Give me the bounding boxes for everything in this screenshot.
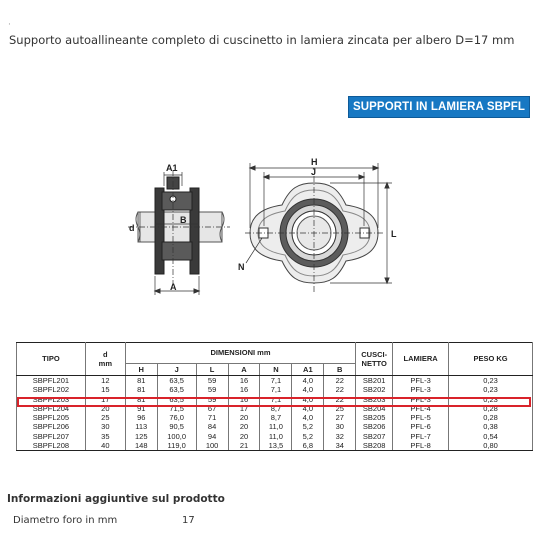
cell-l: 59 [196, 395, 228, 404]
cell-cuscinetto: SB206 [356, 422, 393, 431]
cell-peso: 0,23 [449, 395, 533, 404]
label-j: J [311, 167, 317, 177]
cell-j: 76,0 [157, 413, 196, 422]
cell-h: 113 [125, 422, 157, 431]
cell-h: 148 [125, 441, 157, 451]
cell-b: 32 [324, 432, 356, 441]
info-title: Informazioni aggiuntive sul prodotto [7, 493, 225, 505]
cell-b: 30 [324, 422, 356, 431]
label-d: d [129, 223, 135, 233]
cell-h: 96 [125, 413, 157, 422]
table-row [17, 422, 533, 431]
cell-b: 22 [324, 395, 356, 404]
cell-peso: 0,54 [449, 432, 533, 441]
cell-h: 125 [125, 432, 157, 441]
cell-l: 94 [196, 432, 228, 441]
cell-d: 25 [85, 413, 125, 422]
cell-tipo: SBPFL204 [17, 404, 86, 413]
cell-j: 63,5 [157, 376, 196, 386]
cell-tipo: SBPFL207 [17, 432, 86, 441]
label-a1: A1 [166, 163, 178, 173]
category-banner: SUPPORTI IN LAMIERA SBPFL [348, 96, 530, 118]
info-value: 17 [182, 515, 195, 526]
cell-n: 8,7 [260, 413, 292, 422]
cell-b: 22 [324, 376, 356, 386]
cell-peso: 0,38 [449, 422, 533, 431]
cell-lamiera: PFL-6 [393, 422, 449, 431]
cell-cuscinetto: SB208 [356, 441, 393, 451]
cell-peso: 0,23 [449, 385, 533, 394]
cell-b: 34 [324, 441, 356, 451]
cell-a1: 4,0 [292, 395, 324, 404]
cell-n: 13,5 [260, 441, 292, 451]
cell-tipo: SBPFL202 [17, 385, 86, 394]
marker: · [8, 20, 11, 30]
table-row [17, 385, 533, 394]
cell-cuscinetto: SB202 [356, 385, 393, 394]
cell-l: 67 [196, 404, 228, 413]
cell-b: 22 [324, 385, 356, 394]
cell-d: 35 [85, 432, 125, 441]
cell-cuscinetto: SB205 [356, 413, 393, 422]
cell-d: 12 [85, 376, 125, 386]
header-tipo: TIPO [17, 343, 86, 376]
cell-a1: 5,2 [292, 432, 324, 441]
cell-a: 20 [228, 432, 260, 441]
header-l: L [196, 364, 228, 376]
header-a1: A1 [292, 364, 324, 376]
cell-a: 21 [228, 441, 260, 451]
header-lamiera: LAMIERA [393, 343, 449, 376]
header-a: A [228, 364, 260, 376]
cell-a: 17 [228, 404, 260, 413]
cell-lamiera: PFL-3 [393, 376, 449, 386]
cell-j: 90,5 [157, 422, 196, 431]
front-view [245, 163, 392, 292]
table-row [17, 432, 533, 441]
label-h: H [311, 157, 318, 167]
info-label: Diametro foro in mm [13, 515, 118, 526]
cell-lamiera: PFL-3 [393, 385, 449, 394]
cell-l: 84 [196, 422, 228, 431]
cell-peso: 0,23 [449, 376, 533, 386]
header-d-label: d [103, 349, 108, 359]
cell-n: 8,7 [260, 404, 292, 413]
header-d [85, 343, 125, 376]
cell-a1: 4,0 [292, 376, 324, 386]
table-row [17, 413, 533, 422]
cell-cuscinetto: SB204 [356, 404, 393, 413]
cell-d: 17 [85, 395, 125, 404]
cell-n: 7,1 [260, 385, 292, 394]
cell-lamiera: PFL-8 [393, 441, 449, 451]
table-row [17, 441, 533, 451]
cell-l: 59 [196, 376, 228, 386]
cell-peso: 0,28 [449, 404, 533, 413]
cell-l: 59 [196, 385, 228, 394]
cell-a: 20 [228, 422, 260, 431]
cell-l: 71 [196, 413, 228, 422]
cell-b: 25 [324, 404, 356, 413]
cell-peso: 0,80 [449, 441, 533, 451]
cell-a1: 5,2 [292, 422, 324, 431]
cell-j: 71,5 [157, 404, 196, 413]
table-row [17, 376, 533, 386]
label-a: A [170, 282, 177, 292]
cell-lamiera: PFL-5 [393, 413, 449, 422]
side-view [128, 170, 230, 295]
header-peso: PESO KG [449, 343, 533, 376]
cell-tipo: SBPFL206 [17, 422, 86, 431]
cell-n: 7,1 [260, 376, 292, 386]
cell-a1: 6,8 [292, 441, 324, 451]
cell-n: 11,0 [260, 432, 292, 441]
selected-row-highlight [17, 397, 531, 407]
cell-cuscinetto: SB207 [356, 432, 393, 441]
cell-a1: 4,0 [292, 385, 324, 394]
spec-table-body [17, 376, 533, 451]
cell-a: 16 [228, 395, 260, 404]
cell-j: 63,5 [157, 395, 196, 404]
cell-tipo: SBPFL208 [17, 441, 86, 451]
label-n: N [238, 262, 245, 272]
cell-peso: 0,28 [449, 413, 533, 422]
cell-tipo: SBPFL201 [17, 376, 86, 386]
cell-a1: 4,0 [292, 413, 324, 422]
label-b: B [180, 215, 187, 225]
cell-j: 100,0 [157, 432, 196, 441]
cell-lamiera: PFL-4 [393, 404, 449, 413]
cell-a: 20 [228, 413, 260, 422]
header-h: H [125, 364, 157, 376]
cell-a1: 4,0 [292, 404, 324, 413]
header-dimensioni: DIMENSIONI mm [125, 343, 355, 364]
cell-d: 30 [85, 422, 125, 431]
cell-j: 63,5 [157, 385, 196, 394]
cell-d: 20 [85, 404, 125, 413]
cell-a: 16 [228, 385, 260, 394]
cell-h: 81 [125, 395, 157, 404]
header-cuscinetto: CUSCI-NETTO [356, 343, 393, 376]
header-b: B [324, 364, 356, 376]
cell-b: 27 [324, 413, 356, 422]
cell-h: 81 [125, 385, 157, 394]
cell-cuscinetto: SB203 [356, 395, 393, 404]
cell-n: 7,1 [260, 395, 292, 404]
cell-n: 11,0 [260, 422, 292, 431]
cell-j: 119,0 [157, 441, 196, 451]
cell-lamiera: PFL-3 [393, 395, 449, 404]
cell-h: 81 [125, 376, 157, 386]
cell-d: 40 [85, 441, 125, 451]
cell-h: 91 [125, 404, 157, 413]
label-l: L [391, 229, 397, 239]
cell-d: 15 [85, 385, 125, 394]
cell-a: 16 [228, 376, 260, 386]
header-n: N [260, 364, 292, 376]
header-j: J [157, 364, 196, 376]
cell-tipo: SBPFL205 [17, 413, 86, 422]
cell-lamiera: PFL-7 [393, 432, 449, 441]
cell-tipo: SBPFL203 [17, 395, 86, 404]
product-description: Supporto autoallineante completo di cuscinetto in lamiera zincata per albero D=17 mm [9, 33, 515, 47]
header-d-unit: mm [98, 359, 112, 368]
cell-l: 100 [196, 441, 228, 451]
cell-cuscinetto: SB201 [356, 376, 393, 386]
